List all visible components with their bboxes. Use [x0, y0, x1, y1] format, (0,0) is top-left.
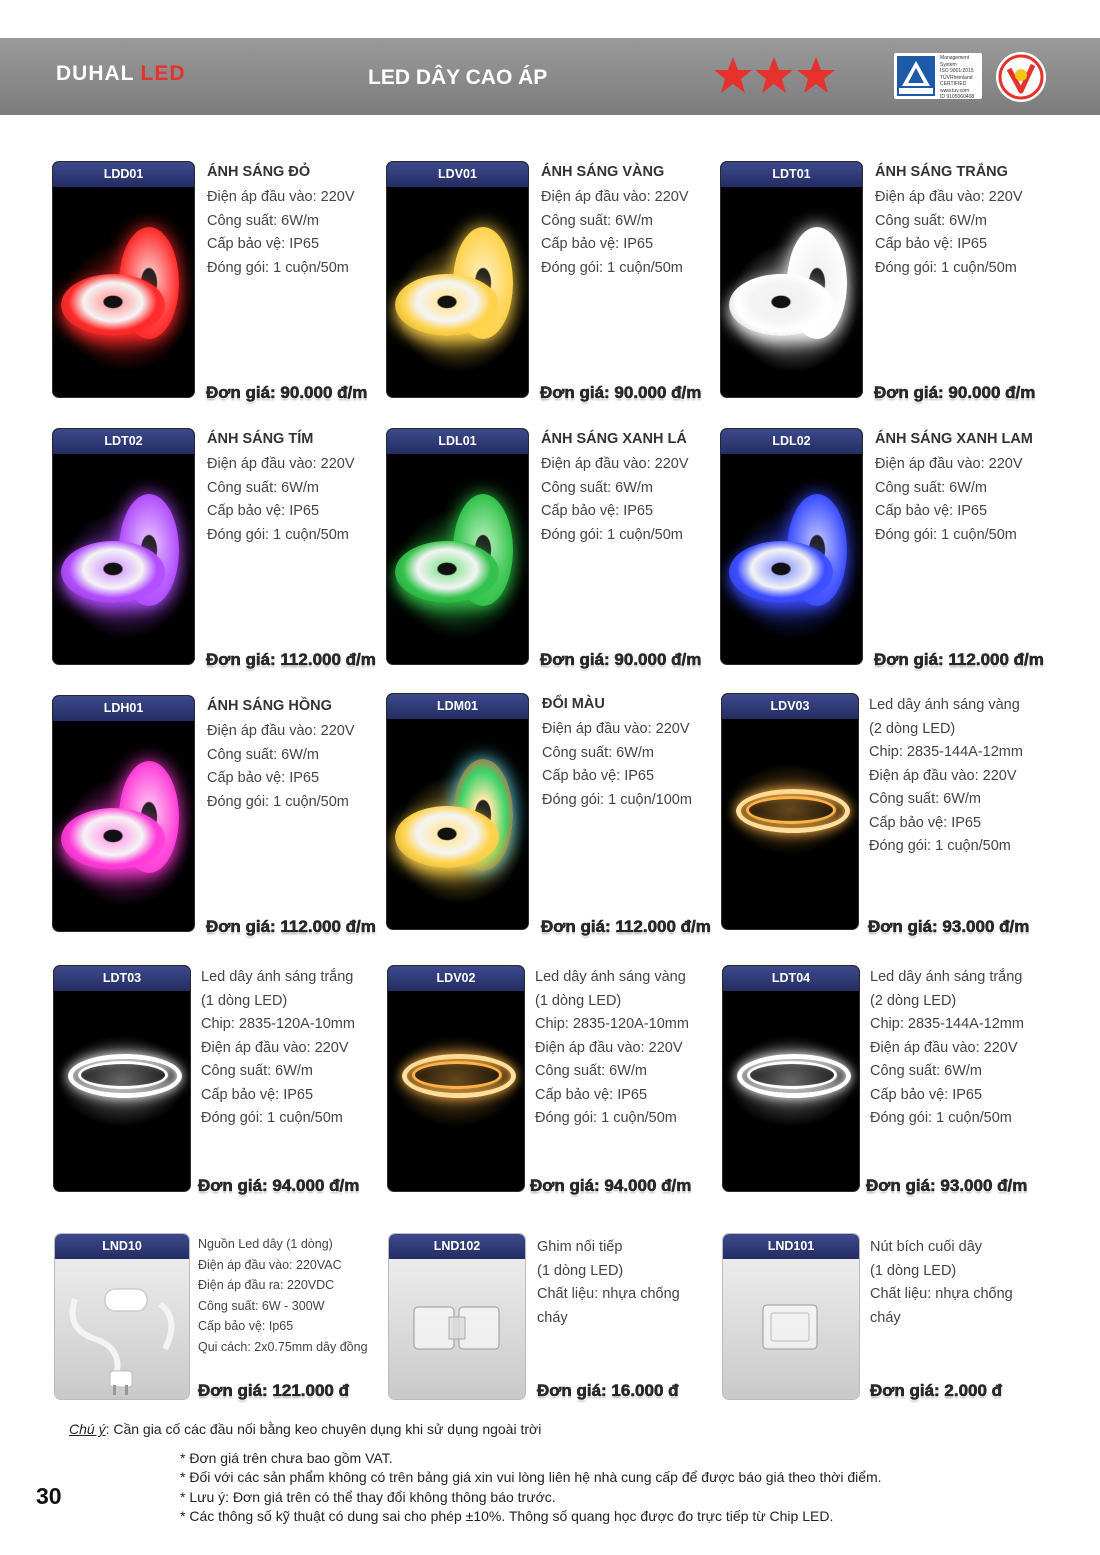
product-spec: Điện áp đầu vào: 220V [201, 1039, 349, 1056]
product-spec: Cấp bảo vệ: IP65 [541, 236, 654, 252]
tuv-logo-icon [897, 56, 935, 96]
product-title: ĐỔI MÀU [542, 696, 605, 712]
product-spec: Đóng gói: 1 cuộn/100m [542, 791, 692, 808]
product-spec: Công suất: 6W/m [542, 744, 655, 761]
cert-text-line: ISO 9001:2015 [940, 68, 974, 74]
product-photo [388, 966, 524, 1191]
product-code: LDL01 [387, 429, 528, 454]
note-line: * Đơn giá trên chưa bao gồm VAT. [180, 1450, 393, 1466]
product-spec: Công suất: 6W/m [201, 1063, 314, 1079]
product-code: LND102 [389, 1234, 525, 1259]
led-reel-front [395, 806, 499, 868]
product-spec: Đóng gói: 1 cuộn/50m [201, 1110, 343, 1126]
product-photo [723, 966, 859, 1191]
product-spec: Cấp bảo vệ: IP65 [541, 503, 654, 519]
product-spec: Ghim nối tiếp [537, 1239, 623, 1255]
product-spec: Đóng gói: 1 cuộn/50m [869, 838, 1011, 854]
product-title: ÁNH SÁNG XANH LAM [875, 431, 1033, 447]
product-spec: cháy [537, 1309, 568, 1326]
product-spec: (2 dòng LED) [870, 992, 957, 1009]
product-spec: Công suất: 6W/m [869, 791, 982, 807]
product-photo [722, 694, 858, 929]
product-photo [387, 694, 528, 929]
product-spec: Led dây ánh sáng vàng [535, 969, 686, 985]
product-spec: Chất liệu: nhựa chống [537, 1286, 680, 1302]
product-price: Đơn giá: 90.000 đ/m [540, 650, 702, 669]
led-reel-front [395, 274, 499, 336]
page-header [0, 38, 1100, 115]
product-photo [53, 696, 194, 931]
product-price: Đơn giá: 90.000 đ/m [540, 383, 702, 402]
star-icon [713, 55, 753, 95]
product-photo [387, 162, 528, 397]
product-price: Đơn giá: 2.000 đ [870, 1381, 1003, 1400]
product-price: Đơn giá: 112.000 đ/m [206, 650, 376, 669]
vietnam-quality-badge-icon [995, 51, 1047, 103]
product-spec: Nguồn Led dây (1 dòng) [198, 1237, 333, 1251]
product-spec: Led dây ánh sáng vàng [869, 697, 1020, 713]
power-plug-icon [55, 1259, 189, 1399]
product-title: ÁNH SÁNG TÍM [207, 431, 314, 447]
led-reel-front [61, 541, 165, 603]
product-spec: Chip: 2835-120A-10mm [535, 1016, 689, 1032]
product-spec: Công suất: 6W/m [541, 479, 654, 496]
product-spec: Cấp bảo vệ: IP65 [207, 503, 320, 519]
product-code: LDD01 [53, 162, 194, 187]
note-main [69, 1421, 541, 1437]
led-strip-coil [412, 1061, 502, 1089]
product-spec: Cấp bảo vệ: IP65 [869, 814, 982, 831]
product-price: Đơn giá: 93.000 đ/m [868, 917, 1030, 936]
product-spec: (1 dòng LED) [201, 992, 288, 1009]
product-spec: Điện áp đầu vào: 220V [535, 1039, 683, 1056]
product-spec: Đóng gói: 1 cuộn/50m [207, 259, 349, 276]
product-spec: Công suất: 6W/m [875, 212, 988, 229]
rating-stars [713, 55, 833, 97]
product-spec: Công suất: 6W/m [535, 1063, 648, 1079]
cert-text-line: ID 9105060408 [940, 94, 975, 100]
product-spec: (1 dòng LED) [535, 992, 622, 1009]
product-price: Đơn giá: 93.000 đ/m [866, 1176, 1028, 1195]
product-spec: Qui cách: 2x0.75mm dây đồng [198, 1340, 368, 1354]
product-spec: Công suất: 6W/m [541, 212, 654, 229]
product-spec: Đóng gói: 1 cuộn/50m [875, 259, 1017, 276]
cert-text-line: www.tuv.com [940, 87, 970, 94]
product-spec: Cấp bảo vệ: Ip65 [198, 1319, 294, 1334]
product-code: LDV02 [388, 966, 524, 991]
product-spec: Điện áp đầu vào: 220V [875, 456, 1023, 472]
led-strip-coil [746, 796, 836, 824]
note-main-text: : Cần gia cố các đầu nối bằng keo chuyên dụng khi sử dụng ngoài trời [105, 1421, 542, 1437]
led-reel-front [61, 274, 165, 336]
product-spec: Điện áp đầu vào: 220V [207, 189, 355, 205]
product-spec: Nút bích cuối dây [870, 1239, 983, 1255]
product-spec: Chip: 2835-144A-12mm [870, 1016, 1024, 1032]
product-spec: (2 dòng LED) [869, 720, 956, 737]
product-spec: Công suất: 6W/m [875, 479, 988, 496]
product-spec: Cấp bảo vệ: IP65 [535, 1086, 648, 1103]
note-label: Chú ý [69, 1421, 106, 1437]
product-spec: Đóng gói: 1 cuộn/50m [870, 1110, 1012, 1126]
product-spec: Công suất: 6W/m [870, 1063, 983, 1079]
product-spec: Điện áp đầu vào: 220V [875, 189, 1023, 205]
product-price: Đơn giá: 112.000 đ/m [206, 917, 376, 936]
product-code: LND101 [723, 1234, 859, 1259]
product-code: LDT01 [721, 162, 862, 187]
product-spec: Cấp bảo vệ: IP65 [870, 1086, 983, 1103]
note-line: * Các thông số kỹ thuật có dung sai cho phép ±10%. Thông số quang học được đo trực tiếp từ Chip LED. [180, 1508, 834, 1524]
page-number: 30 [36, 1483, 62, 1509]
product-code: LDT03 [54, 966, 190, 991]
cert-text-line: TÜVRheinland [940, 74, 973, 81]
end-cap-icon [723, 1259, 859, 1399]
led-reel-front [395, 541, 499, 603]
product-spec: cháy [870, 1309, 901, 1326]
product-code: LDV01 [387, 162, 528, 187]
tuv-certificate-badge [894, 53, 982, 99]
product-code: LDL02 [721, 429, 862, 454]
product-spec: Cấp bảo vệ: IP65 [207, 236, 320, 252]
product-photo [387, 429, 528, 664]
product-spec: Cấp bảo vệ: IP65 [875, 236, 988, 252]
product-spec: Điện áp đầu vào: 220V [541, 189, 689, 205]
product-spec: (1 dòng LED) [870, 1262, 957, 1279]
product-spec: Cấp bảo vệ: IP65 [207, 770, 320, 786]
product-price: Đơn giá: 112.000 đ/m [541, 917, 711, 936]
product-price: Đơn giá: 94.000 đ/m [530, 1176, 692, 1195]
product-spec: Điện áp đầu vào: 220VAC [198, 1257, 342, 1272]
product-price: Đơn giá: 112.000 đ/m [874, 650, 1044, 669]
note-line: * Đối với các sản phẩm không có trên bảng giá xin vui lòng liên hệ nhà cung cấp để được báo giá theo thời điểm. [180, 1469, 882, 1485]
led-strip-coil [78, 1061, 168, 1089]
product-spec: (1 dòng LED) [537, 1262, 624, 1279]
brand-led: LED [140, 62, 186, 85]
product-spec: Led dây ánh sáng trắng [201, 969, 354, 985]
led-strip-coil [747, 1061, 837, 1089]
cert-text-line: CERTIFIED [940, 81, 967, 87]
product-spec: Đóng gói: 1 cuộn/50m [541, 259, 683, 276]
product-spec: Điện áp đầu vào: 220V [542, 721, 690, 737]
product-code: LND10 [55, 1234, 189, 1259]
cert-text-line: System [940, 61, 957, 68]
product-spec: Điện áp đầu vào: 220V [207, 456, 355, 472]
product-spec: Điện áp đầu vào: 220V [207, 723, 355, 739]
product-price: Đơn giá: 16.000 đ [537, 1381, 679, 1400]
product-photo [55, 1234, 189, 1399]
brand-duhal: DUHAL [56, 62, 135, 85]
product-photo [53, 429, 194, 664]
product-title: ÁNH SÁNG HỒNG [207, 698, 332, 714]
cert-text [940, 55, 980, 101]
product-spec: Chất liệu: nhựa chống [870, 1286, 1013, 1302]
product-spec: Chip: 2835-120A-10mm [201, 1016, 355, 1032]
product-code: LDM01 [387, 694, 528, 719]
product-spec: Công suất: 6W - 300W [198, 1298, 325, 1313]
connector-clip-icon [389, 1259, 525, 1399]
product-spec: Điện áp đầu vào: 220V [870, 1039, 1018, 1056]
product-title: ÁNH SÁNG VÀNG [541, 164, 665, 180]
product-price: Đơn giá: 90.000 đ/m [874, 383, 1036, 402]
product-spec: Đóng gói: 1 cuộn/50m [875, 526, 1017, 543]
product-spec: Điện áp đầu vào: 220V [869, 767, 1017, 784]
product-code: LDH01 [53, 696, 194, 721]
page-title: LED DÂY CAO ÁP [368, 66, 548, 89]
product-price: Đơn giá: 121.000 đ [198, 1381, 349, 1400]
led-reel-front [729, 274, 833, 336]
star-icon [754, 55, 794, 95]
star-icon [796, 55, 836, 95]
product-photo [721, 429, 862, 664]
product-spec: Công suất: 6W/m [207, 746, 320, 763]
product-spec: Cấp bảo vệ: IP65 [201, 1086, 314, 1103]
product-spec: Đóng gói: 1 cuộn/50m [535, 1110, 677, 1126]
brand-logo [56, 62, 186, 86]
product-spec: Led dây ánh sáng trắng [870, 969, 1023, 985]
product-spec: Cấp bảo vệ: IP65 [542, 768, 655, 784]
note-line: * Lưu ý: Đơn giá trên có thể thay đổi không thông báo trước. [180, 1489, 556, 1505]
product-spec: Chip: 2835-144A-12mm [869, 744, 1023, 760]
product-title: ÁNH SÁNG XANH LÁ [541, 431, 687, 447]
product-photo [53, 162, 194, 397]
product-title: ÁNH SÁNG TRẮNG [875, 164, 1008, 180]
product-spec: Cấp bảo vệ: IP65 [875, 503, 988, 519]
product-photo [389, 1234, 525, 1399]
product-spec: Đóng gói: 1 cuộn/50m [541, 526, 683, 543]
product-photo [54, 966, 190, 1191]
product-spec: Công suất: 6W/m [207, 212, 320, 229]
product-code: LDT04 [723, 966, 859, 991]
product-spec: Đóng gói: 1 cuộn/50m [207, 793, 349, 810]
product-spec: Đóng gói: 1 cuộn/50m [207, 526, 349, 543]
product-price: Đơn giá: 90.000 đ/m [206, 383, 368, 402]
product-spec: Điện áp đầu ra: 220VDC [198, 1278, 335, 1293]
led-reel-front [729, 541, 833, 603]
product-code: LDT02 [53, 429, 194, 454]
product-title: ÁNH SÁNG ĐỎ [207, 164, 311, 180]
product-spec: Công suất: 6W/m [207, 479, 320, 496]
product-photo [721, 162, 862, 397]
led-reel-front [61, 808, 165, 870]
cert-text-line: Management [940, 55, 970, 61]
product-spec: Điện áp đầu vào: 220V [541, 456, 689, 472]
product-code: LDV03 [722, 694, 858, 719]
product-price: Đơn giá: 94.000 đ/m [198, 1176, 360, 1195]
product-photo [723, 1234, 859, 1399]
